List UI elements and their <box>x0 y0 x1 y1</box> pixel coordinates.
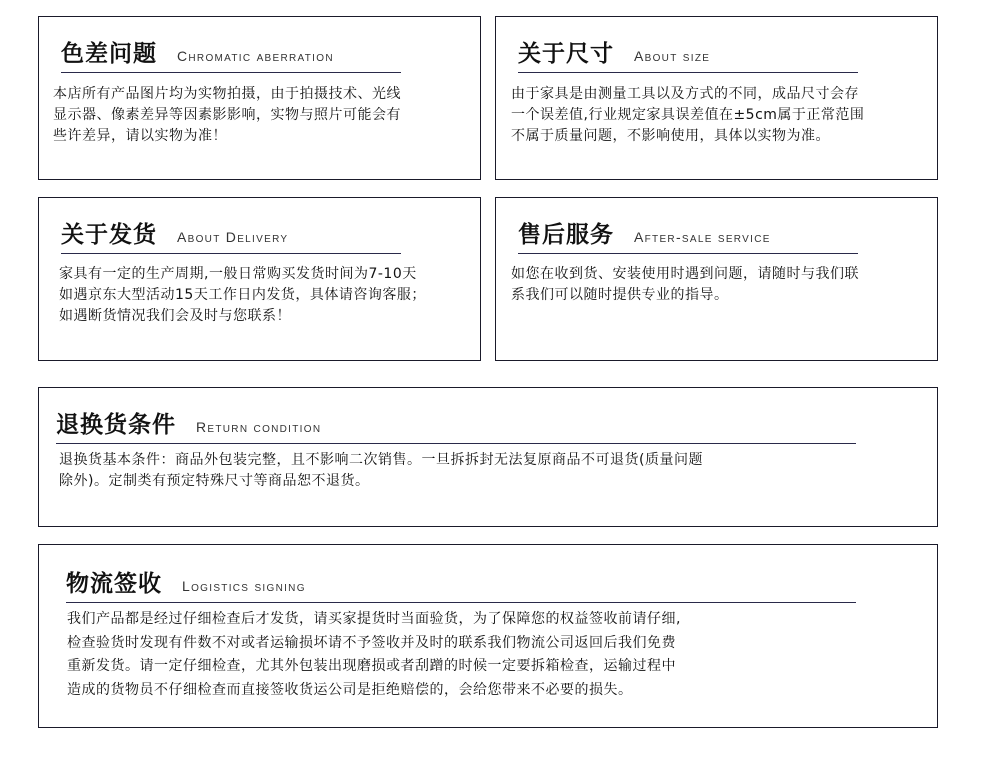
text-line: 如遇断货情况我们会及时与您联系！ <box>59 308 291 324</box>
return-condition-header <box>56 406 856 444</box>
about-size-header <box>518 35 858 73</box>
chromatic-aberration-card <box>38 16 481 180</box>
return-condition-card <box>38 387 938 527</box>
text-line: 如遇京东大型活动15天工作日内发货，具体请咨询客服； <box>59 287 426 303</box>
logistics-signing-text <box>67 608 681 702</box>
chromatic-aberration-header <box>61 35 401 73</box>
text-line: 造成的货物员不仔细检查而直接签收货运公司是拒绝赔偿的，会给您带来不必要的损失。 <box>67 681 633 698</box>
after-sale-service-card <box>495 197 938 361</box>
logistics-signing-title: 物流签收 <box>66 571 162 597</box>
text-line: 如您在收到货、安装使用时遇到问题，请随时与我们联 <box>511 266 859 282</box>
logistics-signing-header <box>66 565 856 603</box>
text-line: 我们产品都是经过仔细检查后才发货，请买家提货时当面验货，为了保障您的权益签收前请仔细, <box>67 611 681 627</box>
text-line: 家具有一定的生产周期,一般日常购买发货时间为7-10天 <box>59 266 417 282</box>
return-condition-subtitle: Return condition <box>196 419 322 435</box>
after-sale-service-subtitle: After-sale service <box>634 229 771 245</box>
logistics-signing-subtitle: Logistics signing <box>182 578 306 594</box>
return-condition-text <box>59 450 703 492</box>
text-line: 显示器、像素差异等因素影影响，实物与照片可能会有 <box>53 107 401 123</box>
after-sale-service-title: 售后服务 <box>518 222 614 248</box>
text-line: 系我们可以随时提供专业的指导。 <box>511 287 729 303</box>
text-line: 些许差异，请以实物为准！ <box>53 128 227 144</box>
text-line: 不属于质量问题，不影响使用，具体以实物为准。 <box>511 128 830 144</box>
about-size-subtitle: About size <box>634 48 711 64</box>
about-delivery-header <box>61 216 401 254</box>
text-line: 重新发货。请一定仔细检查，尤其外包装出现磨损或者刮蹭的时候一定要拆箱检查，运输过程中 <box>67 658 676 674</box>
chromatic-aberration-subtitle: Chromatic aberration <box>177 48 334 64</box>
about-size-text <box>511 84 864 147</box>
about-delivery-title: 关于发货 <box>61 222 157 248</box>
about-delivery-card <box>38 197 481 361</box>
text-line: 退换货基本条件：商品外包装完整，且不影响二次销售。一旦拆拆封无法复原商品不可退货(质量问题 <box>59 452 703 468</box>
text-line: 检查验货时发现有件数不对或者运输损坏请不予签收并及时的联系我们物流公司返回后我们免费 <box>67 634 676 651</box>
after-sale-service-text <box>511 264 859 306</box>
about-size-title: 关于尺寸 <box>518 41 614 67</box>
text-line: 一个误差值,行业规定家具误差值在±5cm属于正常范围 <box>511 107 865 123</box>
text-line: 除外)。定制类有预定特殊尺寸等商品恕不退货。 <box>59 473 370 489</box>
about-delivery-text <box>59 264 426 327</box>
about-delivery-subtitle: About Delivery <box>177 229 289 245</box>
about-size-card <box>495 16 938 180</box>
chromatic-aberration-title: 色差问题 <box>61 41 157 67</box>
logistics-signing-card <box>38 544 938 728</box>
text-line: 本店所有产品图片均为实物拍摄，由于拍摄技术、光线 <box>53 86 401 102</box>
chromatic-aberration-text <box>53 84 401 147</box>
after-sale-service-header <box>518 216 858 254</box>
return-condition-title: 退换货条件 <box>56 412 176 438</box>
text-line: 由于家具是由测量工具以及方式的不同，成品尺寸会存 <box>511 86 859 102</box>
